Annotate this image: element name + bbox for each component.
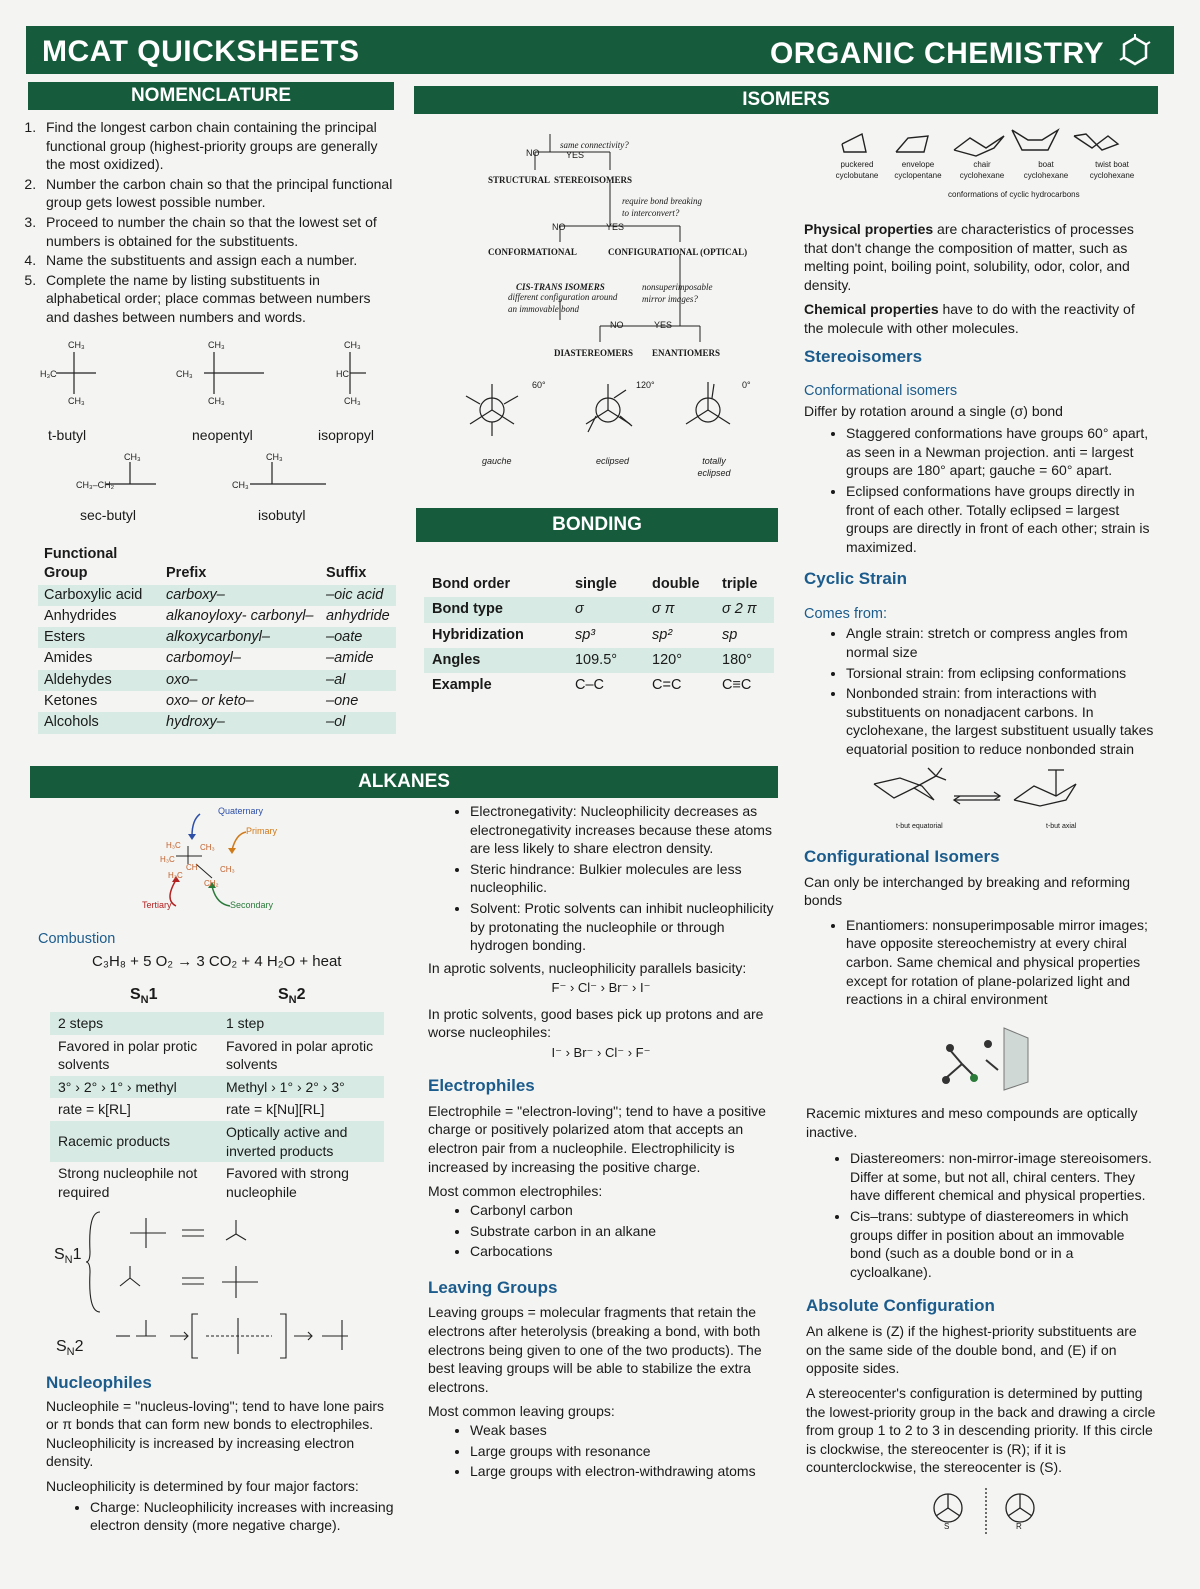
svg-text:CH₃–CH₂: CH₃–CH₂ bbox=[76, 480, 115, 490]
label-twist-boat: twist boat cyclohexane bbox=[1089, 160, 1135, 180]
cell-triple: C≡C bbox=[722, 677, 752, 694]
label-no-1: NO bbox=[526, 148, 540, 158]
svg-text:H₃C: H₃C bbox=[168, 871, 183, 880]
cell-suffix: anhydride bbox=[326, 607, 390, 624]
angle-60: 60° bbox=[532, 380, 546, 390]
stereoisomers-heading: Stereoisomers bbox=[804, 346, 923, 366]
rs-configuration-diagram bbox=[922, 1486, 1052, 1536]
header-functional-group: Functional Group bbox=[44, 546, 118, 582]
nomenclature-steps bbox=[0, 118, 396, 328]
q-bond-breaking: require bond breaking to interconvert? bbox=[622, 196, 702, 218]
sheet-title: MCAT QUICKSHEETS bbox=[42, 35, 360, 68]
list-item: • Substrate carbon in an alkane bbox=[470, 1222, 774, 1241]
label-s: S bbox=[944, 1522, 950, 1531]
configurational-section bbox=[804, 846, 1156, 1011]
cyclo-labels bbox=[832, 160, 1142, 181]
svg-text:CH₃: CH₃ bbox=[124, 452, 141, 462]
table-row bbox=[50, 1035, 384, 1076]
cell-prefix: hydroxy– bbox=[160, 712, 320, 733]
chemical-properties bbox=[804, 300, 1154, 337]
cis-trans-note: different configuration around an immovable bond bbox=[508, 292, 618, 314]
label-tbut-axial: t-but axial bbox=[1046, 823, 1077, 830]
label-stereoisomers: STEREOISOMERS bbox=[554, 175, 633, 185]
list-item: • Weak bases bbox=[470, 1421, 774, 1440]
cell-suffix: –ol bbox=[320, 712, 396, 733]
staggered-item: • Staggered conformations have groups 60° apart, as seen in a Newman projection. anti = largest groups are 180° apart; gauche = 60° apart. bbox=[846, 424, 1154, 480]
label-tertiary: Tertiary bbox=[142, 900, 172, 910]
comes-from: Comes from: bbox=[804, 606, 887, 623]
electrophile-common: Most common electrophiles: bbox=[428, 1183, 603, 1200]
conformational-text: Differ by rotation around a single (σ) bond bbox=[804, 402, 1063, 419]
factor-list-1 bbox=[46, 1498, 396, 1535]
diastereomer-list bbox=[806, 1149, 1156, 1281]
chem-label: Chemical properties bbox=[804, 301, 939, 318]
svg-text:CH₃: CH₃ bbox=[344, 340, 361, 350]
svg-text:CH₃: CH₃ bbox=[200, 843, 215, 852]
configurational-heading: Configurational Isomers bbox=[804, 847, 1000, 866]
abs-text-1: An alkene is (Z) if the highest-priority substituents are on the same side of the double bond, and (E) if on opposite sides. bbox=[806, 1323, 1137, 1377]
cell-prefix: oxo– or keto– bbox=[166, 692, 254, 709]
table-row bbox=[424, 673, 774, 698]
cyclic-conformations bbox=[836, 126, 1136, 160]
mech-label-sn1: $S_N1$ bbox=[54, 1246, 82, 1267]
sn-mechanism-diagram bbox=[86, 1208, 386, 1368]
table-row bbox=[50, 1076, 384, 1099]
bond-header-triple: triple bbox=[722, 576, 758, 592]
svg-text:CH₃: CH₃ bbox=[220, 865, 235, 874]
cell-double: C=C bbox=[652, 677, 682, 694]
list-item: • Carbocations bbox=[470, 1242, 774, 1261]
electrophiles-heading: Electrophiles bbox=[428, 1076, 535, 1096]
cell-triple: sp bbox=[722, 626, 738, 643]
cyclo-caption: conformations of cyclic hydrocarbons bbox=[948, 190, 1080, 199]
alkanes-middle bbox=[428, 802, 774, 1483]
cell-sn1: Strong nucleophile not required bbox=[58, 1165, 198, 1200]
row-label: Angles bbox=[424, 648, 567, 673]
label-chair: chair cyclohexane bbox=[959, 160, 1005, 180]
abs-text-2: A stereocenter's configuration is determined by putting the lowest-priority group in the back and drawing a circle from group 1 to 2 to 3 in descending priority. If this circle is clockwise, the stereocenter is (R); if it is counterclockwise, the stereocenter is (S). bbox=[806, 1384, 1156, 1476]
sn-comparison-table bbox=[50, 1012, 384, 1203]
cell-group: Aldehydes bbox=[38, 670, 160, 691]
svg-text:CH₃: CH₃ bbox=[176, 369, 193, 379]
table-row bbox=[424, 597, 774, 622]
table-row bbox=[38, 648, 396, 669]
table-row bbox=[38, 712, 396, 733]
step-1: 1. Find the longest carbon chain containing the principal functional group (highest-priority groups are generally the most oxidized). bbox=[40, 118, 396, 174]
list-item: • Large groups with electron-withdrawing atoms bbox=[470, 1462, 774, 1481]
table-row bbox=[38, 627, 396, 648]
electrophile-definition: Electrophile = "electron-loving"; tend to have a positive charge or positively polarized atom that accepts an electron pair from a nucleophile. Electrophilicity is increased by increasing the positive charge. bbox=[428, 1102, 766, 1175]
cell-prefix: carboxy– bbox=[160, 585, 320, 606]
table-row bbox=[38, 606, 396, 627]
bond-header-single: single bbox=[574, 576, 617, 592]
functional-group-table bbox=[38, 544, 396, 734]
cell-prefix: carbomoyl– bbox=[166, 650, 241, 667]
cell-sn1: Racemic products bbox=[50, 1121, 218, 1162]
table-row bbox=[50, 1162, 384, 1203]
label-isobutyl: isobutyl bbox=[258, 507, 306, 523]
angle-120: 120° bbox=[636, 380, 655, 390]
cell-group: Anhydrides bbox=[44, 607, 117, 624]
cell-sn2: Optically active and inverted products bbox=[218, 1121, 384, 1162]
label-t-butyl: t-butyl bbox=[48, 427, 87, 443]
nucleophile-factors: Nucleophilicity is determined by four major factors: bbox=[46, 1478, 359, 1495]
combustion-heading: Combustion bbox=[38, 931, 116, 947]
table-header-row bbox=[38, 544, 396, 585]
svg-text:CH₃: CH₃ bbox=[266, 452, 283, 462]
label-cyclopentane: envelope cyclopentane bbox=[894, 160, 942, 180]
label-sec-butyl: sec-butyl bbox=[80, 507, 137, 523]
leaving-group-list bbox=[428, 1421, 774, 1481]
cell-group: Carboxylic acid bbox=[38, 585, 160, 606]
bond-header-double: double bbox=[652, 576, 700, 592]
cell-sn2: Methyl › 1° › 2° › 3° bbox=[218, 1076, 384, 1099]
torsional-strain-item: • Torsional strain: from eclipsing conformations bbox=[846, 664, 1154, 683]
sn2-heading: $S_N2$ bbox=[278, 986, 306, 1007]
right-column bbox=[804, 220, 1154, 761]
protic-text: In protic solvents, good bases pick up protons and are worse nucleophiles: bbox=[428, 1005, 764, 1041]
row-label: Hybridization bbox=[432, 626, 524, 643]
step-4: 4. Name the substituents and assign each a number. bbox=[40, 251, 396, 270]
table-row bbox=[38, 670, 396, 691]
label-no-3: NO bbox=[610, 320, 624, 330]
alkanes-bar bbox=[30, 766, 778, 798]
svg-text:CH: CH bbox=[186, 863, 198, 872]
strain-list bbox=[804, 624, 1154, 758]
angle-strain-item: • Angle strain: stretch or compress angles from normal size bbox=[846, 624, 1154, 661]
list-item: • Large groups with resonance bbox=[470, 1442, 774, 1461]
cyclic-strain-heading: Cyclic Strain bbox=[804, 569, 907, 589]
svg-text:CH₃: CH₃ bbox=[68, 396, 85, 406]
label-neopentyl: neopentyl bbox=[192, 427, 253, 443]
conformation-list bbox=[804, 424, 1154, 556]
q-mirror-images: nonsuperimposable mirror images? bbox=[642, 282, 713, 304]
isomers-title: ISOMERS bbox=[742, 89, 830, 110]
optical-section bbox=[806, 1104, 1156, 1483]
solvent-item: • Solvent: Protic solvents can inhibit nucleophilicity by protonating the nucleophile or through hydrogen bonding. bbox=[470, 899, 774, 955]
electronegativity-item: • Electronegativity: Nucleophilicity decreases as electronegativity increases because these atoms are less likely to share electron density. bbox=[470, 802, 774, 858]
table-row bbox=[38, 585, 396, 606]
cell-single: σ bbox=[567, 597, 644, 622]
table-row bbox=[50, 1012, 384, 1035]
phys-label: Physical properties bbox=[804, 221, 934, 237]
svg-text:CH₃: CH₃ bbox=[208, 396, 225, 406]
aprotic-order: F⁻ › Cl⁻ › Br⁻ › I⁻ bbox=[551, 980, 651, 996]
label-isopropyl: isopropyl bbox=[318, 427, 375, 443]
leaving-groups-heading: Leaving Groups bbox=[428, 1277, 558, 1297]
cell-suffix: –oic acid bbox=[320, 585, 396, 606]
list-item: • Carbonyl carbon bbox=[470, 1201, 774, 1220]
chem-text: have to do with the reactivity of the molecule with other molecules. bbox=[804, 301, 1135, 337]
alkanes-title: ALKANES bbox=[358, 771, 450, 792]
angle-0: 0° bbox=[742, 380, 751, 390]
nonbonded-strain-item: • Nonbonded strain: from interactions with substituents on nonadjacent carbons. In cyclohexane, the largest substituent usually takes equatorial position to reduce nonbonded strain bbox=[846, 684, 1154, 758]
svg-text:H₃C: H₃C bbox=[160, 855, 175, 864]
q-same-connectivity: same connectivity? bbox=[560, 140, 629, 150]
cell-group: Ketones bbox=[44, 692, 98, 709]
svg-text:H₃C: H₃C bbox=[166, 841, 181, 850]
table-row bbox=[50, 1098, 384, 1121]
cell-single: C–C bbox=[574, 677, 604, 694]
nomenclature-title: NOMENCLATURE bbox=[130, 85, 292, 106]
label-enantiomers: ENANTIOMERS bbox=[652, 348, 721, 358]
step-5: 5. Complete the name by listing substituents in alphabetical order; place commas between numbers and dashes between numbers and words. bbox=[40, 271, 396, 327]
table-row bbox=[38, 691, 396, 712]
cell-group: Amides bbox=[44, 650, 93, 667]
svg-text:CH₃: CH₃ bbox=[68, 340, 85, 350]
cell-sn1: 3° › 2° › 1° › methyl bbox=[50, 1076, 218, 1099]
protic-order: I⁻ › Br⁻ › Cl⁻ › F⁻ bbox=[551, 1044, 651, 1060]
bonding-title: BONDING bbox=[552, 514, 642, 535]
label-no-2: NO bbox=[552, 222, 566, 232]
enantiomers-item: • Enantiomers: nonsuperimposable mirror images; have opposite stereochemistry at every chiral carbon. Same chemical and physical properties except for rotation of plane-polarized light and reactions in a chiral environment bbox=[846, 916, 1156, 1009]
row-label: Bond type bbox=[424, 597, 567, 622]
cell-prefix: oxo– bbox=[160, 670, 320, 691]
nucleophiles-section bbox=[46, 1372, 396, 1537]
mech-label-sn2: $S_N2$ bbox=[56, 1338, 84, 1359]
isomers-bar bbox=[414, 86, 1158, 114]
label-totally-eclipsed: totally eclipsed bbox=[697, 456, 731, 478]
svg-text:HC: HC bbox=[336, 369, 349, 379]
cell-suffix: –amide bbox=[326, 650, 374, 667]
sn1-heading: $S_N1$ bbox=[130, 986, 158, 1007]
diastereomers-item: • Diastereomers: non-mirror-image stereoisomers. Differ at some, but not all, chiral centers. They have different chemical and physical properties. bbox=[850, 1149, 1156, 1205]
table-row bbox=[424, 648, 774, 673]
step-2: 2. Number the carbon chain so that the principal functional group gets lowest possible number. bbox=[40, 175, 396, 212]
combustion-equation: C₃H₈ + 5 O₂ → 3 CO₂ + 4 H₂O + heat bbox=[92, 953, 342, 970]
cell-sn2: Favored with strong nucleophile bbox=[226, 1165, 349, 1200]
cell-double: sp² bbox=[652, 626, 673, 643]
label-primary: Primary bbox=[246, 826, 277, 836]
cell-suffix: –one bbox=[326, 692, 359, 709]
cell-sn2: Favored in polar aprotic solvents bbox=[226, 1037, 374, 1073]
cell-sn2: 1 step bbox=[218, 1012, 384, 1035]
racemic-text: Racemic mixtures and meso compounds are optically inactive. bbox=[806, 1105, 1138, 1140]
nomenclature-bar bbox=[28, 82, 394, 110]
bonding-bar bbox=[416, 508, 778, 542]
svg-text:CH₂: CH₂ bbox=[204, 879, 219, 888]
header-prefix: Prefix bbox=[166, 565, 207, 582]
nucleophile-definition: Nucleophile = "nucleus-loving"; tend to have lone pairs or π bonds that can form new bonds to electrophiles. Nucleophilicity is increased by increasing electron density. bbox=[46, 1397, 384, 1470]
header-suffix: Suffix bbox=[326, 565, 367, 582]
table-row bbox=[50, 1121, 384, 1162]
physical-properties bbox=[804, 220, 1154, 294]
eclipsed-item: • Eclipsed conformations have groups directly in front of each other. Totally eclipsed = largest groups are directly in front of each other; strain is maximized. bbox=[846, 482, 1154, 556]
bond-header-row bbox=[424, 572, 774, 597]
configurational-text: Can only be interchanged by breaking and reforming bonds bbox=[804, 873, 1131, 909]
svg-text:CH₃: CH₃ bbox=[344, 396, 361, 406]
newman-projections bbox=[458, 376, 758, 456]
cell-triple: σ 2 π bbox=[714, 597, 774, 622]
enantiomer-list bbox=[804, 916, 1156, 1009]
cell-sn1: Favored in polar protic solvents bbox=[58, 1037, 198, 1073]
cell-double: σ π bbox=[644, 597, 714, 622]
label-structural: STRUCTURAL bbox=[488, 175, 551, 185]
label-conformational: CONFORMATIONAL bbox=[488, 247, 577, 257]
label-secondary: Secondary bbox=[230, 900, 274, 910]
hexagon-icon bbox=[1118, 34, 1152, 68]
nucleophiles-heading: Nucleophiles bbox=[46, 1373, 152, 1392]
cell-single: 109.5° bbox=[567, 648, 644, 673]
cell-suffix: –al bbox=[320, 670, 396, 691]
cell-group: Esters bbox=[38, 627, 160, 648]
cell-sn2: rate = k[Nu][RL] bbox=[226, 1101, 325, 1118]
steric-item: • Steric hindrance: Bulkier molecules are less nucleophilic. bbox=[470, 860, 774, 897]
label-tbut-equatorial: t-but equatorial bbox=[896, 823, 943, 830]
cell-sn1: 2 steps bbox=[50, 1012, 218, 1035]
label-gauche: gauche bbox=[482, 456, 512, 466]
label-eclipsed: eclipsed bbox=[596, 456, 630, 466]
svg-text:CH₃: CH₃ bbox=[208, 340, 225, 350]
label-quaternary: Quaternary bbox=[218, 806, 264, 816]
label-yes-1: YES bbox=[566, 150, 585, 160]
svg-text:CH₃: CH₃ bbox=[232, 480, 249, 490]
conformational-heading: Conformational isomers bbox=[804, 383, 958, 400]
factor-list-2 bbox=[428, 802, 774, 955]
label-configurational: CONFIGURATIONAL (OPTICAL) bbox=[608, 247, 748, 257]
cell-single: sp³ bbox=[574, 626, 596, 643]
mirror-molecule bbox=[932, 1024, 1038, 1094]
label-r: R bbox=[1016, 1522, 1022, 1531]
cell-prefix: alkanoyloxy- carbonyl– bbox=[166, 607, 314, 624]
subject-title: ORGANIC CHEMISTRY bbox=[769, 37, 1104, 70]
label-yes-2: YES bbox=[606, 222, 625, 232]
cell-sn1: rate = k[RL] bbox=[58, 1101, 131, 1118]
label-cyclobutane: puckered cyclobutane bbox=[835, 160, 879, 180]
cell-double: 120° bbox=[644, 648, 714, 673]
cyclohexane-flip bbox=[870, 766, 1100, 822]
cell-group: Alcohols bbox=[38, 712, 160, 733]
absolute-config-heading: Absolute Configuration bbox=[806, 1296, 995, 1316]
electrophile-list bbox=[428, 1201, 774, 1261]
aprotic-text: In aprotic solvents, nucleophilicity parallels basicity: bbox=[428, 959, 747, 976]
cell-triple: 180° bbox=[714, 648, 774, 673]
cell-suffix: –oate bbox=[320, 627, 396, 648]
charge-item: • Charge: Nucleophilicity increases with increasing electron density (more negative charge). bbox=[90, 1498, 396, 1535]
bonding-table bbox=[424, 572, 774, 698]
label-cis-trans: CIS-TRANS ISOMERS bbox=[516, 282, 605, 292]
svg-text:H₃C: H₃C bbox=[40, 369, 57, 379]
label-boat: boat cyclohexane bbox=[1023, 160, 1069, 180]
header-bar bbox=[26, 26, 1174, 74]
label-diastereomers: DIASTEREOMERS bbox=[554, 348, 634, 358]
row-label: Example bbox=[432, 677, 492, 694]
label-yes-3: YES bbox=[654, 320, 673, 330]
step-3: 3. Proceed to number the chain so that the lowest set of numbers is obtained for the substituents. bbox=[40, 213, 396, 250]
leaving-group-definition: Leaving groups = molecular fragments that retain the electrons after heterolysis (breaking a bond, with both electrons being given to one of the two products). The best leaving groups will be able to stabilize the extra electrons. bbox=[428, 1304, 762, 1395]
bond-header-label: Bond order bbox=[432, 576, 511, 592]
table-row bbox=[424, 623, 774, 648]
leaving-group-common: Most common leaving groups: bbox=[428, 1403, 615, 1420]
phys-text: are characteristics of processes that don't change the composition of matter, such as melting point, boiling point, solubility, odor, color, and density. bbox=[804, 221, 1134, 293]
cis-trans-item: • Cis–trans: subtype of diastereomers in which groups differ in position about an immovable bond (such as a double bond or in a cycloalkane). bbox=[850, 1207, 1156, 1281]
cell-prefix: alkoxycarbonyl– bbox=[160, 627, 320, 648]
